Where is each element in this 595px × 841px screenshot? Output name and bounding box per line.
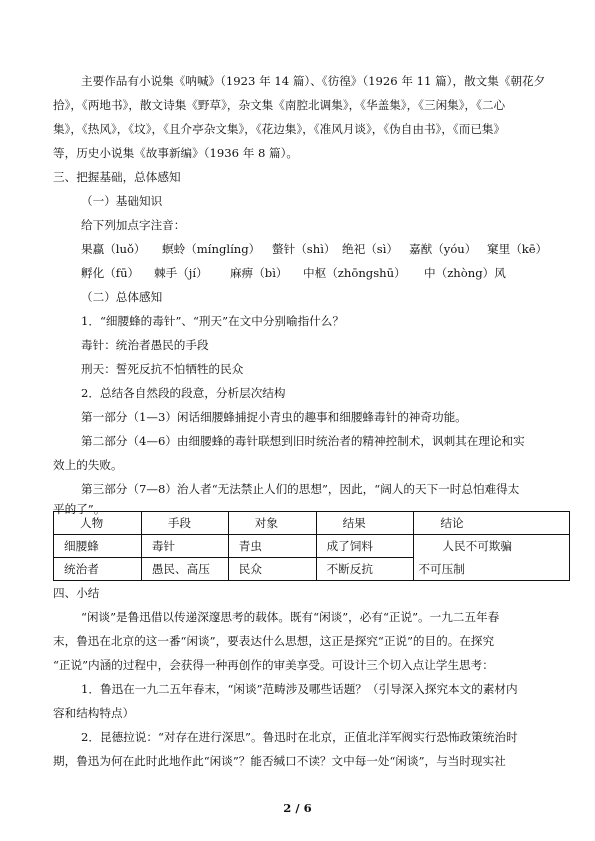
table-cell: 细腰蜂 [54,535,142,558]
entry-point-1-line-1: 1．鲁迅在一九二五年春末，“闲谈”范畴涉及哪些话题？（引导深入探究本文的素材内 [81,682,518,696]
table-header: 结果 [316,512,414,535]
subheading-overall-perception: （二）总体感知 [81,290,163,304]
works-line-1: 主要作品有小说集《呐喊》（1923 年 14 篇）、《彷徨》（1926 年 11 篇），散文集《朝花夕 [81,74,546,88]
part-2-line-2: 效上的失败。 [53,458,123,472]
works-line-2: 拾》，《两地书》，散文诗集《野草》，杂文集《南腔北调集》，《华盖集》，《三闲集》，《二心 [53,98,506,112]
works-line-3: 集》，《热风》，《坟》，《且介亭杂文集》，《花边集》，《准风月谈》，《伪自由书》，《而已集》 [53,122,506,136]
argument-table [53,511,570,581]
pinyin-item: 窠里（kē） [487,242,548,256]
pinyin-item: 螫针（shì） [272,242,336,256]
table-conclusion-cell [414,535,570,581]
subheading-basic-knowledge: （一）基础知识 [81,194,163,208]
part-2-line-1: 第二部分（4—6）由细腰蜂的毒针联想到旧时统治者的精神控制术，讽刺其在理论和实 [81,434,525,448]
part-3-line-2: 平的了”。 [53,502,106,516]
conclusion-line-2: 不可压制 [418,562,465,576]
table-header: 手段 [141,512,228,535]
pinyin-item: 中（zhòng）风 [424,266,506,280]
table-header: 结论 [414,512,570,535]
summary-line-1: “闲谈”是鲁迅借以传递深邃思考的载体。既有“闲谈”，必有“正说”。一九二五年春 [81,610,500,624]
pinyin-item: 棘手（jí） [154,266,208,280]
section-heading-3: 三、把握基础，总体感知 [53,170,181,184]
pinyin-item: 绝祀（sì） [342,242,399,256]
table-header: 人物 [54,512,142,535]
entry-point-1-line-2: 容和结构特点） [53,706,135,720]
section-heading-4: 四、小结 [53,586,100,600]
entry-point-2-line-1: 2．昆德拉说：“对存在进行深思”。鲁迅时在北京，正值北洋军阀实行恐怖政策统治时 [81,730,518,744]
part-3-line-1: 第三部分（7—8）治人者“无法禁止人们的思想”，因此，“阔人的天下一时总怕难得太 [81,482,520,496]
works-line-4: 等，历史小说集《故事新编》（1936 年 8 篇）。 [53,146,299,160]
pinyin-item: 孵化（fū） [81,266,140,280]
pinyin-item: 麻痹（bì） [230,266,288,280]
summary-line-3: “正说”内涵的过程中，会获得一种再创作的审美享受。可设计三个切入点让学生思考： [53,658,494,672]
entry-point-2-line-2: 期，鲁迅为何在此时此地作此“闲谈”？能否缄口不读？文中每一处“闲谈”，与当时现实社 [53,754,506,768]
table-row [54,535,570,558]
part-1: 第一部分（1—3）闲话细腰蜂捕捉小青虫的趣事和细腰蜂毒针的神奇功能。 [81,410,467,424]
table-cell: 青虫 [228,535,316,558]
table-cell: 统治者 [54,558,142,581]
table-cell: 成了饲料 [316,535,414,558]
pinyin-row-1 [81,241,547,257]
pinyin-instruction: 给下列加点字注音： [81,218,186,232]
table-cell: 不断反抗 [316,558,414,581]
question-1: 1．“细腰蜂的毒针”、“刑天”在文中分别喻指什么？ [81,314,344,328]
answer-poison-needle: 毒针：统治者愚民的手段 [81,338,209,352]
pinyin-item: 果蠃（luǒ） [81,242,146,256]
pinyin-item: 嘉猷（yóu） [409,242,477,256]
table-header-row [54,512,570,535]
pinyin-row-2 [81,265,506,281]
table-header: 对象 [228,512,316,535]
pinyin-item: 螟蛉（mínglíng） [162,242,261,256]
summary-line-2: 末，鲁迅在北京的这一番“闲谈”，要表达什么思想，这正是探究“正说”的目的。在探究 [53,634,495,648]
question-2: 2．总结各自然段的段意，分析层次结构 [81,386,286,400]
pinyin-item: 中枢（zhōngshū） [303,266,406,280]
answer-xingtian: 刑天：誓死反抗不怕牺牲的民众 [81,362,244,376]
table-cell: 愚民、高压 [141,558,228,581]
conclusion-line-1: 人民不可欺骗 [442,539,512,553]
table-cell: 民众 [228,558,316,581]
table-cell: 毒针 [141,535,228,558]
page-number: 2 / 6 [283,801,312,815]
